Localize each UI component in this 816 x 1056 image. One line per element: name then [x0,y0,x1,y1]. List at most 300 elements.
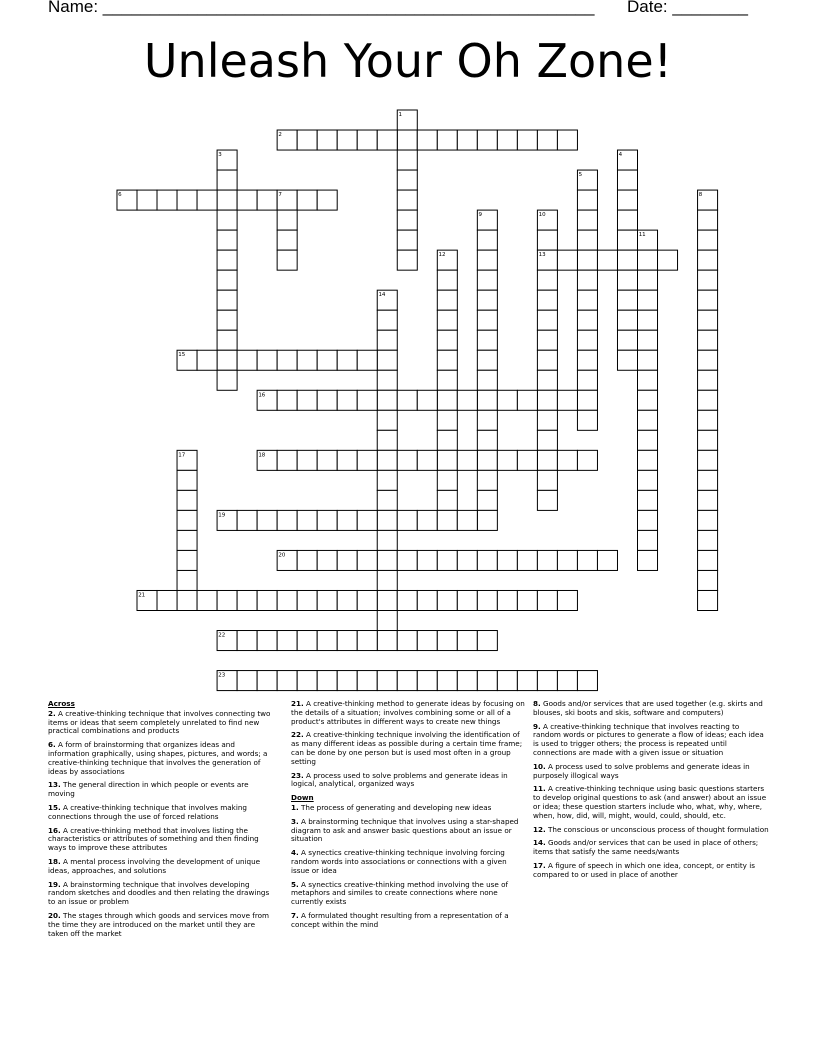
grid-cell[interactable] [317,190,337,210]
grid-cell[interactable] [177,510,197,530]
grid-cell[interactable] [477,290,497,310]
grid-cell[interactable] [397,510,417,530]
grid-cell[interactable] [157,590,177,610]
grid-cell[interactable] [477,350,497,370]
grid-cell[interactable] [497,130,517,150]
grid-cell[interactable] [617,350,637,370]
grid-cell[interactable] [477,250,497,270]
grid-cell[interactable] [638,390,658,410]
cell-number: 7 [278,192,282,199]
grid-cell[interactable] [297,190,317,210]
grid-cell[interactable] [437,270,457,290]
grid-cell[interactable] [537,310,557,330]
grid-cell[interactable] [277,250,297,270]
grid-cell[interactable] [477,130,497,150]
grid-cell[interactable] [577,210,597,230]
cell-number: 4 [618,152,623,159]
grid-cell[interactable] [477,370,497,390]
grid-cell[interactable] [397,390,417,410]
grid-cell[interactable] [577,310,597,330]
grid-cell[interactable] [477,590,497,610]
date-field[interactable]: Date: ________ [627,0,748,16]
grid-cell[interactable] [177,590,197,610]
grid-cell[interactable] [477,270,497,290]
clue-text: A formulated thought resulting from a representation of a concept within the mind [291,910,509,929]
grid-cell[interactable] [177,550,197,570]
grid-cell[interactable] [537,290,557,310]
grid-cell[interactable] [517,450,537,470]
grid-cell[interactable] [437,470,457,490]
grid-cell[interactable] [457,590,477,610]
grid-cell[interactable] [237,510,257,530]
grid-cell[interactable] [217,170,237,190]
grid-cell[interactable] [557,130,577,150]
clue-number: 7. [291,910,299,920]
grid-cell[interactable] [197,590,217,610]
grid-cell[interactable] [477,450,497,470]
grid-cell[interactable] [477,671,497,691]
grid-cell[interactable] [577,450,597,470]
clue-text: A process used to solve problems and generate ideas in purposely illogical ways [533,761,750,780]
grid-cell[interactable] [277,230,297,250]
grid-cell[interactable] [658,250,678,270]
cell-number: 9 [478,212,483,219]
grid-cell[interactable] [217,310,237,330]
grid-cell[interactable] [577,290,597,310]
grid-cell[interactable] [317,450,337,470]
grid-cell[interactable] [417,590,437,610]
grid-cell[interactable] [537,230,557,250]
grid-cell[interactable] [457,510,477,530]
grid-cell[interactable] [597,550,617,570]
grid-cell[interactable] [377,611,397,631]
grid-cell[interactable] [417,450,437,470]
grid-cell[interactable] [638,250,658,270]
grid-cell[interactable] [577,390,597,410]
grid-cell[interactable] [297,510,317,530]
grid-cell[interactable] [377,631,397,651]
grid-cell[interactable] [698,570,718,590]
grid-cell[interactable] [517,590,537,610]
grid-cell[interactable] [297,590,317,610]
grid-cell[interactable] [297,390,317,410]
grid-cell[interactable] [437,430,457,450]
grid-cell[interactable] [537,590,557,610]
grid-cell[interactable] [477,330,497,350]
grid-cell[interactable] [577,330,597,350]
grid-cell[interactable] [377,310,397,330]
grid-cell[interactable] [197,190,217,210]
grid-cell[interactable] [457,130,477,150]
grid-cell[interactable] [698,550,718,570]
grid-cell[interactable] [397,130,417,150]
grid-cell[interactable] [477,470,497,490]
grid-cell[interactable] [377,590,397,610]
grid-cell[interactable] [357,450,377,470]
grid-cell[interactable] [377,490,397,510]
grid-cell[interactable] [457,450,477,470]
grid-cell[interactable] [317,631,337,651]
grid-cell[interactable] [437,370,457,390]
grid-cell[interactable] [237,590,257,610]
grid-cell[interactable] [638,410,658,430]
grid-cell[interactable] [277,631,297,651]
grid-cell[interactable] [517,550,537,570]
grid-cell[interactable] [437,130,457,150]
clue-text: A creative-thinking technique that involves connecting two items or ideas that seem completely unrelated to find new practical combinations and products [48,708,271,736]
grid-cell[interactable] [377,130,397,150]
grid-cell[interactable] [497,550,517,570]
grid-cell[interactable] [537,370,557,390]
grid-cell[interactable] [437,671,457,691]
grid-cell[interactable] [277,671,297,691]
grid-cell[interactable] [638,370,658,390]
grid-cell[interactable] [537,450,557,470]
grid-cell[interactable] [317,390,337,410]
grid-cell[interactable] [337,550,357,570]
grid-cell[interactable] [698,350,718,370]
grid-cell[interactable] [217,350,237,370]
grid-cell[interactable] [217,270,237,290]
grid-cell[interactable] [317,590,337,610]
grid-cell[interactable] [377,450,397,470]
grid-cell[interactable] [357,550,377,570]
grid-cell[interactable] [417,390,437,410]
grid-cell[interactable] [177,530,197,550]
grid-cell[interactable] [477,490,497,510]
cell-number: 19 [218,512,226,519]
grid-cell[interactable] [597,250,617,270]
grid-cell[interactable] [537,470,557,490]
grid-cell[interactable] [437,390,457,410]
grid-cell[interactable] [377,350,397,370]
grid-cell[interactable] [617,250,637,270]
grid-cell[interactable] [377,510,397,530]
grid-cell[interactable] [437,350,457,370]
grid-cell[interactable] [237,350,257,370]
grid-cell[interactable] [497,590,517,610]
grid-cell[interactable] [638,510,658,530]
grid-cell[interactable] [437,330,457,350]
grid-cell[interactable] [157,190,177,210]
grid-cell[interactable] [638,470,658,490]
grid-cell[interactable] [477,410,497,430]
grid-cell[interactable] [417,631,437,651]
clue-text: A figure of speech in which one idea, concept, or entity is compared to or used in place of another [533,860,755,879]
clue-number: 23. [291,770,304,780]
grid-cell[interactable] [617,210,637,230]
grid-cell[interactable] [237,190,257,210]
grid-cell[interactable] [337,350,357,370]
grid-cell[interactable] [497,671,517,691]
grid-cell[interactable] [557,390,577,410]
down-clue [533,723,769,758]
clue-text: Goods and/or services that can be used in place of others; items that satisfy the same needs/wants [533,838,759,857]
across-heading: Across [48,699,75,708]
grid-cell[interactable] [698,310,718,330]
grid-cell[interactable] [377,530,397,550]
down-clue [533,826,769,835]
grid-cell[interactable] [277,210,297,230]
grid-cell[interactable] [617,170,637,190]
grid-cell[interactable] [577,270,597,290]
grid-cell[interactable] [557,590,577,610]
grid-cell[interactable] [577,671,597,691]
grid-cell[interactable] [437,410,457,430]
grid-cell[interactable] [177,470,197,490]
grid-cell[interactable] [397,150,417,170]
grid-cell[interactable] [477,430,497,450]
grid-cell[interactable] [397,590,417,610]
grid-cell[interactable] [698,430,718,450]
grid-cell[interactable] [397,631,417,651]
clues-column-1 [48,700,276,943]
clue-text: A creative-thinking technique that involves reacting to random words or pictures to generate a flow of ideas; each idea is used to trigger others; the process is repeated until connections are made with a given issue or situation [533,721,764,757]
clue-text: Goods and/or services that are used together (e.g. skirts and blouses, ski boots and skis, software and computers) [533,699,763,717]
grid-cell[interactable] [477,390,497,410]
grid-cell[interactable] [437,590,457,610]
grid-cell[interactable] [698,370,718,390]
grid-cell[interactable] [638,530,658,550]
grid-cell[interactable] [217,190,237,210]
grid-cell[interactable] [437,510,457,530]
grid-cell[interactable] [397,230,417,250]
grid-cell[interactable] [397,450,417,470]
grid-cell[interactable] [617,290,637,310]
grid-cell[interactable] [698,470,718,490]
grid-cell[interactable] [557,550,577,570]
grid-cell[interactable] [557,250,577,270]
grid-cell[interactable] [698,490,718,510]
grid-cell[interactable] [437,490,457,510]
grid-cell[interactable] [698,530,718,550]
grid-cell[interactable] [397,550,417,570]
grid-cell[interactable] [577,370,597,390]
grid-cell[interactable] [638,430,658,450]
grid-cell[interactable] [417,130,437,150]
grid-cell[interactable] [497,450,517,470]
grid-cell[interactable] [557,671,577,691]
grid-cell[interactable] [337,590,357,610]
grid-cell[interactable] [517,671,537,691]
grid-cell[interactable] [638,310,658,330]
grid-cell[interactable] [257,671,277,691]
grid-cell[interactable] [457,550,477,570]
grid-cell[interactable] [457,390,477,410]
grid-cell[interactable] [357,510,377,530]
grid-cell[interactable] [437,290,457,310]
grid-cell[interactable] [537,490,557,510]
grid-cell[interactable] [377,390,397,410]
grid-cell[interactable] [698,210,718,230]
grid-cell[interactable] [317,350,337,370]
grid-cell[interactable] [337,671,357,691]
grid-cell[interactable] [577,410,597,430]
grid-cell[interactable] [698,450,718,470]
grid-cell[interactable] [577,230,597,250]
grid-cell[interactable] [638,350,658,370]
grid-cell[interactable] [537,430,557,450]
grid-cell[interactable] [377,370,397,390]
grid-cell[interactable] [297,631,317,651]
grid-cell[interactable] [257,350,277,370]
grid-cell[interactable] [617,330,637,350]
down-clue [291,804,525,813]
grid-cell[interactable] [698,230,718,250]
grid-cell[interactable] [137,190,157,210]
grid-cell[interactable] [537,130,557,150]
grid-cell[interactable] [277,350,297,370]
grid-cell[interactable] [377,410,397,430]
grid-cell[interactable] [357,350,377,370]
grid-cell[interactable] [698,330,718,350]
name-field[interactable]: Name: ____________________________________________________ [48,0,595,16]
grid-cell[interactable] [317,550,337,570]
grid-cell[interactable] [517,390,537,410]
grid-cell[interactable] [477,230,497,250]
grid-cell[interactable] [377,330,397,350]
cell-number: 17 [178,452,186,459]
grid-cell[interactable] [617,310,637,330]
grid-cell[interactable] [357,590,377,610]
grid-cell[interactable] [577,550,597,570]
grid-cell[interactable] [257,510,277,530]
grid-cell[interactable] [237,631,257,651]
grid-cell[interactable] [477,550,497,570]
grid-cell[interactable] [577,350,597,370]
grid-cell[interactable] [437,631,457,651]
grid-cell[interactable] [257,631,277,651]
grid-cell[interactable] [497,390,517,410]
grid-cell[interactable] [457,631,477,651]
grid-cell[interactable] [698,250,718,270]
grid-cell[interactable] [337,390,357,410]
grid-cell[interactable] [337,631,357,651]
grid-cell[interactable] [537,550,557,570]
grid-cell[interactable] [698,510,718,530]
down-clue [291,849,525,875]
grid-cell[interactable] [277,590,297,610]
grid-cell[interactable] [257,590,277,610]
cell-number: 5 [578,172,583,179]
clue-number: 3. [291,816,299,826]
grid-cell[interactable] [237,671,257,691]
grid-cell[interactable] [397,250,417,270]
grid-cell[interactable] [357,671,377,691]
grid-cell[interactable] [437,450,457,470]
grid-cell[interactable] [217,210,237,230]
grid-cell[interactable] [537,330,557,350]
grid-cell[interactable] [297,130,317,150]
grid-cell[interactable] [477,310,497,330]
grid-cell[interactable] [638,270,658,290]
grid-cell[interactable] [577,250,597,270]
clue-text: A brainstorming technique that involves developing random sketches and doodles and then relating the drawings to an issue or problem [48,879,270,907]
grid-cell[interactable] [477,631,497,651]
grid-cell[interactable] [397,210,417,230]
grid-cell[interactable] [257,190,277,210]
grid-cell[interactable] [698,590,718,610]
grid-cell[interactable] [377,570,397,590]
grid-cell[interactable] [337,130,357,150]
grid-cell[interactable] [417,671,437,691]
grid-cell[interactable] [317,671,337,691]
grid-cell[interactable] [317,510,337,530]
across-clue [48,741,276,776]
grid-cell[interactable] [217,230,237,250]
grid-cell[interactable] [638,490,658,510]
grid-cell[interactable] [357,631,377,651]
grid-cell[interactable] [477,510,497,530]
grid-cell[interactable] [397,170,417,190]
grid-cell[interactable] [217,290,237,310]
grid-cell[interactable] [317,130,337,150]
grid-cell[interactable] [217,370,237,390]
grid-cell[interactable] [397,190,417,210]
grid-cell[interactable] [437,310,457,330]
grid-cell[interactable] [557,450,577,470]
across-clue [291,772,525,790]
grid-cell[interactable] [177,190,197,210]
grid-cell[interactable] [277,510,297,530]
grid-cell[interactable] [698,290,718,310]
grid-cell[interactable] [638,330,658,350]
grid-cell[interactable] [217,330,237,350]
grid-cell[interactable] [537,350,557,370]
grid-cell[interactable] [297,671,317,691]
grid-cell[interactable] [698,270,718,290]
grid-cell[interactable] [457,671,477,691]
grid-cell[interactable] [357,130,377,150]
grid-cell[interactable] [537,671,557,691]
grid-cell[interactable] [377,430,397,450]
grid-cell[interactable] [437,550,457,570]
grid-cell[interactable] [537,270,557,290]
grid-cell[interactable] [177,570,197,590]
grid-cell[interactable] [638,450,658,470]
grid-cell[interactable] [217,590,237,610]
grid-cell[interactable] [617,230,637,250]
grid-cell[interactable] [537,410,557,430]
grid-cell[interactable] [377,470,397,490]
grid-cell[interactable] [417,510,437,530]
grid-cell[interactable] [617,190,637,210]
grid-cell[interactable] [177,490,197,510]
grid-cell[interactable] [277,450,297,470]
grid-cell[interactable] [297,450,317,470]
grid-cell[interactable] [217,250,237,270]
grid-cell[interactable] [277,390,297,410]
grid-cell[interactable] [698,410,718,430]
grid-cell[interactable] [197,350,217,370]
grid-cell[interactable] [297,350,317,370]
grid-cell[interactable] [698,390,718,410]
grid-cell[interactable] [417,550,437,570]
grid-cell[interactable] [337,510,357,530]
grid-cell[interactable] [357,390,377,410]
grid-cell[interactable] [337,450,357,470]
grid-cell[interactable] [577,190,597,210]
grid-cell[interactable] [297,550,317,570]
grid-cell[interactable] [377,671,397,691]
grid-cell[interactable] [638,550,658,570]
grid-cell[interactable] [377,550,397,570]
grid-cell[interactable] [638,290,658,310]
grid-cell[interactable] [517,130,537,150]
grid-cell[interactable] [397,671,417,691]
grid-cell[interactable] [537,390,557,410]
grid-cell[interactable] [617,270,637,290]
